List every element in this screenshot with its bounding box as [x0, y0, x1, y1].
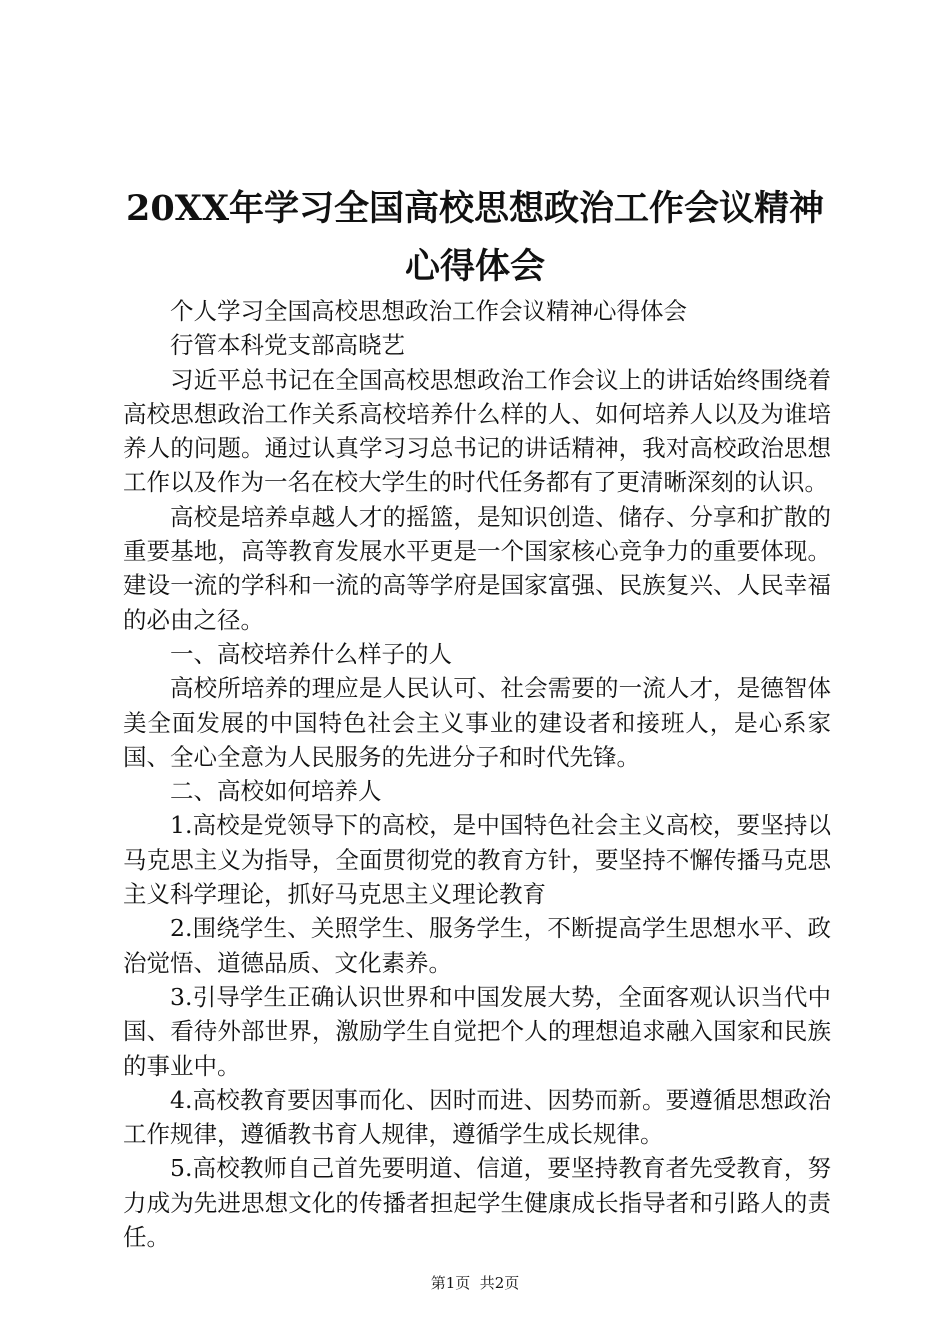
list-item: 5.高校教师自己首先要明道、信道，要坚持教育者先受教育，努力成为先进思想文化的传播者担起学生健康成长指导者和引路人的责任。	[123, 1154, 831, 1252]
list-item: 3.引导学生正确认识世界和中国发展大势，全面客观认识当代中国、看待外部世界，激励学生自觉把个人的理想追求融入国家和民族的事业中。	[123, 982, 831, 1080]
paragraph-author: 行管本科党支部高晓艺	[170, 331, 405, 360]
document-body	[123, 294, 831, 1254]
paragraph-subtitle: 个人学习全国高校思想政治工作会议精神心得体会	[170, 297, 687, 325]
section-heading: 二、高校如何培养人	[170, 777, 382, 806]
document-title-line-2: 心得体会	[404, 246, 545, 287]
list-item: 1.高校是党领导下的高校，是中国特色社会主义高校，要坚持以马克思主义为指导，全面贯彻党的教育方针，要坚持不懈传播马克思主义科学理论，抓好马克思主义理论教育	[123, 811, 831, 909]
paragraph: 高校是培养卓越人才的摇篮，是知识创造、储存、分享和扩散的重要基地，高等教育发展水平更是一个国家核心竞争力的重要体现。建设一流的学科和一流的高等学府是国家富强、民族复兴、人民幸福的必由之径。	[123, 502, 831, 634]
list-item: 2.围绕学生、关照学生、服务学生，不断提高学生思想水平、政治觉悟、道德品质、文化素养。	[123, 914, 831, 977]
page-footer: 第1页 共2页	[430, 1274, 520, 1292]
paragraph: 高校所培养的理应是人民认可、社会需要的一流人才，是德智体美全面发展的中国特色社会主义事业的建设者和接班人，是心系家国、全心全意为人民服务的先进分子和时代先锋。	[123, 674, 831, 771]
paragraph: 习近平总书记在全国高校思想政治工作会议上的讲话始终围绕着高校思想政治工作关系高校培养什么样的人、如何培养人以及为谁培养人的问题。通过认真学习习总书记的讲话精神，我对高校政治思想工作以及作为一名在校大学生的时代任务都有了更清晰深刻的认识。	[123, 365, 831, 497]
section-heading: 一、高校培养什么样子的人	[170, 639, 452, 668]
list-item: 4.高校教育要因事而化、因时而进、因势而新。要遵循思想政治工作规律，遵循教书育人规律，遵循学生成长规律。	[123, 1085, 831, 1149]
document-title-line-1: 20XX年学习全国高校思想政治工作会议精神	[125, 188, 825, 229]
